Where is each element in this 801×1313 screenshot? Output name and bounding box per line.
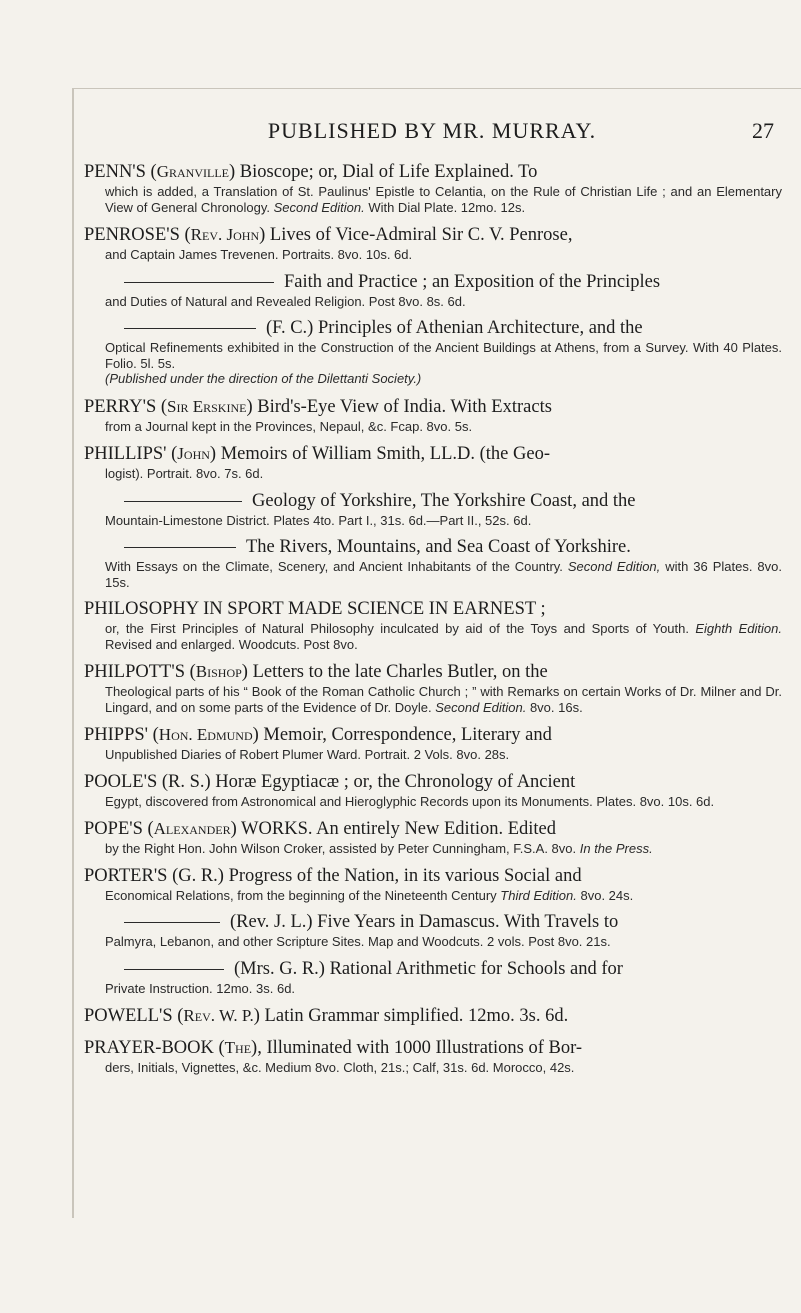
entry-philpott-letters: PHILPOTT'S (Bishop) Letters to the late Charles Butler, on the Theological parts of his “ Book of the Roman Catholic Church ; ” with Remarks on certain Works of Dr. Milner and Dr. Lingard, and on some parts of the Evidence of Dr. Doyle. Second Edition. 8vo. 16s. (84, 662, 782, 715)
entry-phillips-geology: Geology of Yorkshire, The Yorkshire Coast, and the Mountain-Limestone District. Plates 4to. Part I., 31s. 6d.—Part II., 52s. 6d. (105, 490, 636, 528)
entry-penrose-athenian-architecture: (F. C.) Principles of Athenian Architecture, and the Optical Refinements exhibited in the Construction of the Ancient Buildings at Athens, from a Survey. With 40 Plates. Folio. 5l. 5s. (Published under the direction of the Dilettanti Society.) (105, 318, 782, 386)
catalogue-list (84, 160, 782, 1084)
ditto-rule (124, 501, 242, 502)
ditto-rule (124, 282, 274, 283)
entry-prayer-book: PRAYER-BOOK (The), Illuminated with 1000 Illustrations of Bor- ders, Initials, Vignettes, &c. Medium 8vo. Cloth, 21s.; Calf, 31s. 6d. Morocco, 42s. (84, 1038, 583, 1075)
entry-poole-horae: POOLE'S (R. S.) Horæ Egyptiacæ ; or, the Chronology of Ancient Egypt, discovered from Astronomical and Hieroglyphic Records upon its Monuments. Plates. 8vo. 10s. 6d. (84, 771, 715, 809)
entry-porter-arithmetic: (Mrs. G. R.) Rational Arithmetic for Schools and for Private Instruction. 12mo. 3s. 6d. (105, 958, 623, 996)
entry-powell-latin: POWELL'S (Rev. W. P.) Latin Grammar simplified. 12mo. 3s. 6d. (84, 1006, 569, 1026)
page-top-edge (72, 88, 801, 89)
ditto-rule (124, 328, 256, 329)
ditto-rule (124, 547, 236, 548)
ditto-rule (124, 922, 220, 923)
entry-penn-bioscope: PENN'S (Granville) Bioscope; or, Dial of Life Explained. To which is added, a Translation of St. Paulinus' Epistle to Celantia, on the Rule of Christian Life ; and an Elementary View of General Chronology. Second Edition. With Dial Plate. 12mo. 12s. (84, 162, 782, 215)
entry-porter-progress: PORTER'S (G. R.) Progress of the Nation, in its various Social and Economical Relations, from the beginning of the Nineteenth Century Third Edition. 8vo. 24s. (84, 865, 634, 903)
entry-phipps-memoir: PHIPPS' (Hon. Edmund) Memoir, Correspondence, Literary and Unpublished Diaries of Robert Plumer Ward. Portrait. 2 Vols. 8vo. 28s. (84, 725, 552, 762)
page-header (84, 118, 780, 158)
running-head: PUBLISHED BY MR. MURRAY. (267, 118, 597, 143)
ditto-rule (124, 969, 224, 970)
entry-perry-india: PERRY'S (Sir Erskine) Bird's-Eye View of India. With Extracts from a Journal kept in the Provinces, Nepaul, &c. Fcap. 8vo. 5s. (84, 396, 552, 434)
entry-penrose-lives: PENROSE'S (Rev. John) Lives of Vice-Admiral Sir C. V. Penrose, and Captain James Trevenen. Portraits. 8vo. 10s. 6d. (84, 225, 573, 262)
entry-penrose-faith-practice: Faith and Practice ; an Exposition of the Principles and Duties of Natural and Revealed Religion. Post 8vo. 8s. 6d. (105, 271, 661, 309)
entry-porter-damascus: (Rev. J. L.) Five Years in Damascus. With Travels to Palmyra, Lebanon, and other Scripture Sites. Map and Woodcuts. 2 vols. Post 8vo. 21s. (105, 912, 619, 949)
page-left-edge (72, 88, 74, 1218)
entry-phillips-rivers: The Rivers, Mountains, and Sea Coast of Yorkshire. With Essays on the Climate, Scenery, and Ancient Inhabitants of the Country. Second Edition, with 36 Plates. 8vo. 15s. (105, 537, 782, 590)
entry-phillips-smith: PHILLIPS' (John) Memoirs of William Smith, LL.D. (the Geo- logist). Portrait. 8vo. 7s. 6d. (84, 444, 550, 481)
page-number: 27 (752, 118, 774, 143)
entry-philosophy-in-sport: PHILOSOPHY IN SPORT MADE SCIENCE IN EARNEST ; or, the First Principles of Natural Philosophy inculcated by aid of the Toys and Sports of Youth. Eighth Edition. Revised and enlarged. Woodcuts. Post 8vo. (84, 599, 782, 652)
entry-pope-works: POPE'S (Alexander) WORKS. An entirely New Edition. Edited by the Right Hon. John Wilson Croker, assisted by Peter Cunningham, F.S.A. 8vo. In the Press. (84, 819, 653, 856)
